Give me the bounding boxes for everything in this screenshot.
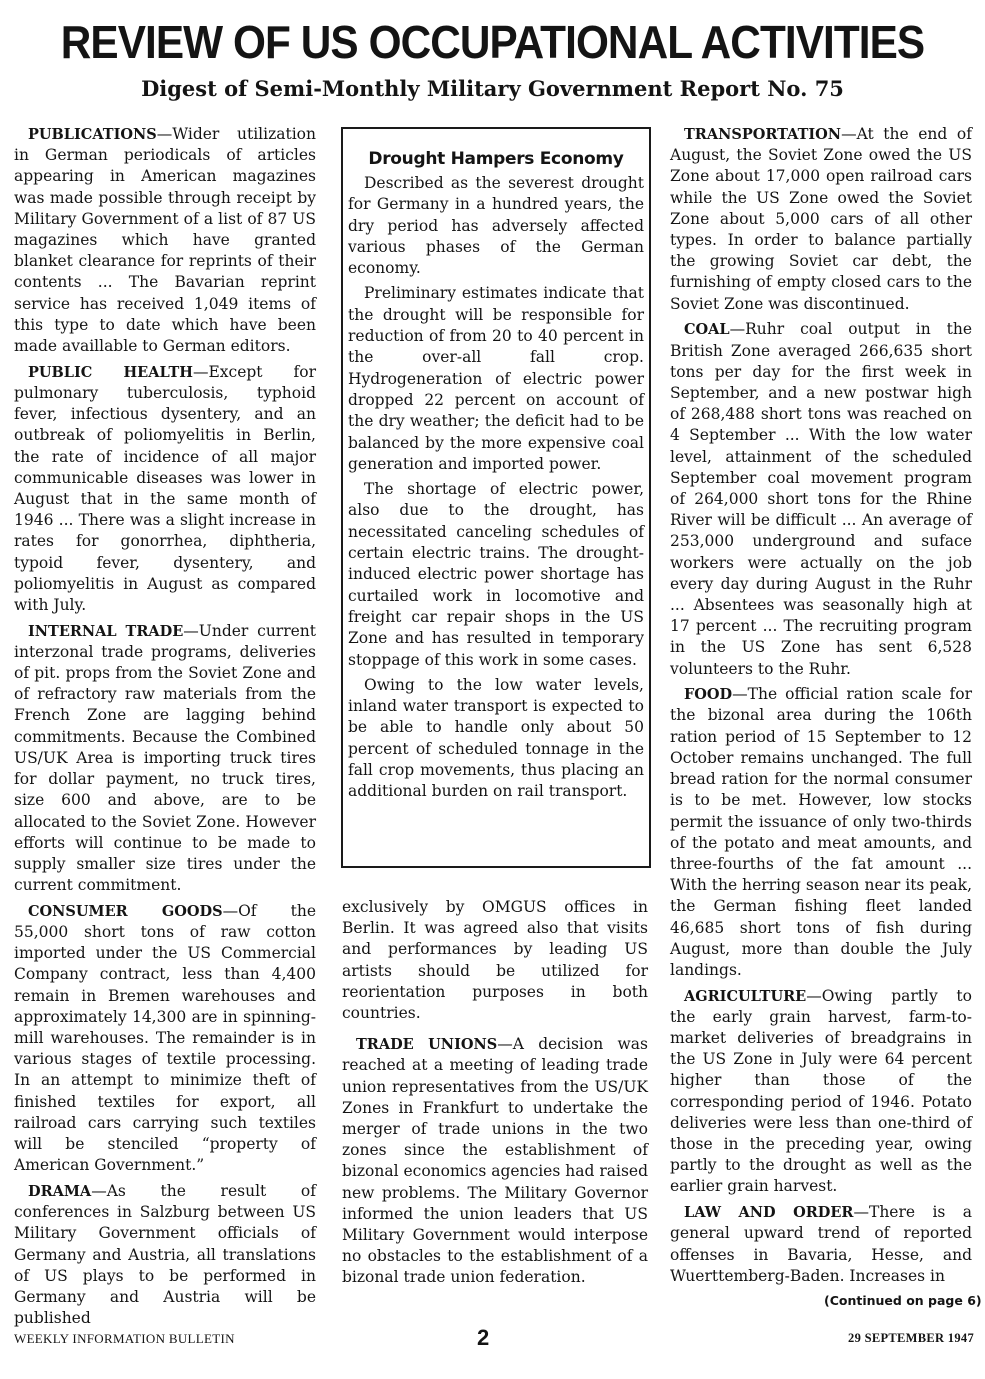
heading-dash: —	[91, 1181, 107, 1200]
left-column	[14, 124, 316, 1334]
section-heading: PUBLIC HEALTH	[28, 363, 193, 381]
section-heading: COAL	[684, 321, 730, 339]
sidebar-paragraph: Described as the severest drought for Germany in a hundred years, the dry period has adversely affected various phases of the German economy.	[348, 174, 644, 278]
subheadline: Digest of Semi-Monthly Military Government Report No. 75	[141, 76, 844, 101]
article-law-and-order	[670, 1202, 972, 1287]
article-text: At the end of August, the Soviet Zone owed the US Zone about 17,000 open railroad cars while the US Zone owed the Soviet Zone about 5,000 cars of all other types. In order to balance partially the growing Soviet car debt, the furnishing of empty closed cars to the Soviet Zone was discontinued.	[670, 125, 972, 313]
article-text: Under current interzonal trade programs, deliveries of pit. props from the Soviet Zone and of refractory raw materials from the French Zone are lagging behind commitments. Because the Combined US/UK Area is importing truck tires for dollar payment, no truck tires, size 600 and above, are to be allocated to the Soviet Zone. However efforts will continue to be made to supply smaller size tires under the current commitment.	[14, 621, 316, 895]
article-text: There is a general upward trend of reported offenses in Bavaria, Hesse, and Wuerttemberg-Baden. Increases in	[670, 1203, 972, 1285]
right-column	[670, 124, 972, 1291]
article-text: Except for pulmonary tuberculosis, typhoid fever, infectious dysentery, and an outbreak of poliomyelitis in Berlin, the rate of incidence of all major communicable diseases was lower in August that in the same month of 1946 ... There was a slight increase in rates for gonorrhea, diphtheria, typoid fever, dysentery, and poliomyelitis in August as compared with July.	[14, 362, 316, 614]
article-food	[670, 684, 972, 981]
page-footer	[14, 1325, 974, 1355]
continued-note: (Continued on page 6)	[824, 1293, 982, 1308]
section-heading: DRAMA	[28, 1182, 92, 1200]
section-heading: LAW AND ORDER	[684, 1204, 854, 1222]
article-internal-trade	[14, 621, 316, 897]
section-heading: TRANSPORTATION	[684, 126, 842, 143]
section-heading: PUBLICATIONS	[28, 126, 157, 143]
article-text: Wider utilization in German periodicals of articles appearing in American magazines was made possible through receipt by Military Government of a list of 87 US magazines which have granted blanket clearance for reprints of their contents ... The Bavarian reprint service has received 1,049 items of this type to date which have been made availlable to German editors.	[14, 125, 316, 356]
article-text: As the result of conferences in Salzburg between US Military Government officials of Germany and Austria, all translations of US plays to be performed in Germany and Austria will be published	[14, 1181, 316, 1328]
article-drama	[14, 1181, 316, 1329]
article-text: Owing partly to the early grain harvest, farm-to-market deliveries of breadgrains in the US Zone in July were 64 percent higher than those of the corresponding period of 1946. Potato deliveries were less than one-third of those in the preceding year, owing partly to the drought as well as the earlier grain harvest.	[670, 986, 972, 1196]
issue-date: 29 SEPTEMBER 1947	[848, 1331, 974, 1345]
article-publications	[14, 124, 316, 357]
sidebar-title: Drought Hampers Economy	[368, 149, 624, 169]
middle-column	[342, 897, 648, 1293]
sidebar-paragraph: Owing to the low water levels, inland water transport is expected to be able to handle only about 50 percent of scheduled tonnage in the fall crop movements, thus placing an additional burden on rail transport.	[348, 675, 644, 801]
section-heading: CONSUMER GOODS	[28, 902, 223, 920]
section-heading: INTERNAL TRADE	[28, 622, 184, 640]
headline: REVIEW OF US OCCUPATIONAL ACTIVITIES	[60, 16, 925, 68]
heading-dash: —	[222, 901, 239, 920]
heading-dash: —	[729, 320, 746, 339]
article-text: A decision was reached at a meeting of leading trade union representatives from the US/UK Zones in Frankfurt to undertake the merger of trade unions in the two zones since the establishment of bizonal economics agencies had raised new problems. The Military Governor informed the union leaders that US Military Government would interpose no obstacles to the establishment of a bizonal trade union federation.	[342, 1035, 648, 1287]
article-transportation	[670, 124, 972, 315]
article-trade-unions	[342, 1034, 648, 1288]
heading-dash: —	[732, 685, 748, 704]
article-text: Ruhr coal output in the British Zone averaged 266,635 short tons per day for the first week in September, and a new postwar high of 268,488 short tons was reached on 4 September ... With the low water level, attainment of the scheduled September coal movement program of 264,000 short tons for the Rhine River will be difficult ... An average of 253,000 underground and suface workers were actually on the job every day during August in the Ruhr ... Absentees was seasonally high at 17 percent ... The recruiting program in the US Zone has sent 6,528 volunteers to the Ruhr.	[670, 320, 972, 678]
page-number: 2	[477, 1325, 490, 1350]
heading-dash: —	[841, 125, 857, 143]
drama-continuation: exclusively by OMGUS offices in Berlin. It was agreed also that visits and performances by leading US artists should be utilized for reorientation purposes in both countries.	[342, 898, 648, 1023]
article-consumer-goods	[14, 901, 316, 1177]
heading-dash: —	[497, 1035, 513, 1054]
publication-name: WEEKLY INFORMATION BULLETIN	[14, 1331, 235, 1346]
heading-dash: —	[156, 125, 173, 143]
heading-dash: —	[853, 1203, 869, 1222]
article-text: Of the 55,000 short tons of raw cotton imported under the US Commercial Company contract, less than 4,400 remain in Bremen warehouses and approximately 14,300 are in spinning-mill warehouses. The remainder is in various stages of textile processing. In an attempt to minimize theft of finished textiles for export, all railroad cars carrying such textiles will be stenciled “property of American Government.”	[14, 901, 316, 1175]
article-agriculture	[670, 986, 972, 1198]
article-text: The official ration scale for the bizonal area during the 106th ration period of 15 September to 12 October remains unchanged. The full bread ration for the normal consumer is to be met. However, low stocks permit the issuance of only two-thirds of the potato and meat amounts, and three-fourths of the fat amount ... With the herring season near its peak, the German fishing fleet landed 46,685 short tons of fish during August, more than double the July landings.	[670, 685, 972, 979]
heading-dash: —	[183, 621, 199, 640]
sidebar-box-drought	[341, 127, 651, 868]
heading-dash: —	[806, 986, 822, 1005]
section-heading: AGRICULTURE	[684, 987, 807, 1005]
section-heading: TRADE UNIONS	[356, 1036, 498, 1054]
sidebar-paragraph: The shortage of electric power, also due to the drought, has necessitated canceling schedules of certain electric trains. The drought-induced electric power shortage has curtailed work in locomotive and freight car repair shops in the US Zone and has resulted in temporary stoppage of this work in some cases.	[348, 480, 644, 669]
article-coal	[670, 319, 972, 679]
article-public-health	[14, 362, 316, 616]
sidebar-paragraph: Preliminary estimates indicate that the drought will be responsible for reduction of from 20 to 40 percent in the over-all fall crop. Hydrogeneration of electric power dropped 22 percent on account of the dry weather; the deficit had to be balanced by the more expensive coal generation and imported power.	[348, 284, 644, 473]
section-heading: FOOD	[684, 686, 733, 704]
heading-dash: —	[192, 362, 209, 381]
